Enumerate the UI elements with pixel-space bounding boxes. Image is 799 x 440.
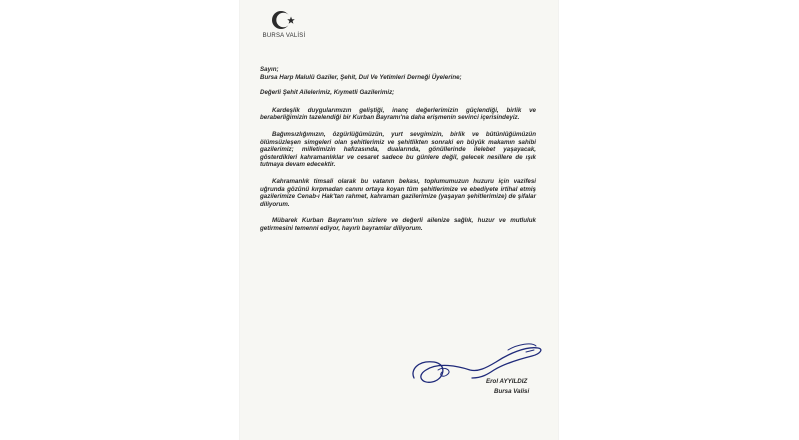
- governor-logo: [262, 9, 306, 39]
- paragraph: Mübarek Kurban Bayramı'nın sizlere ve değerli ailenize sağlık, huzur ve mutluluk getirmesini temenni ediyor, hayırlı bayramlar diliyorum.: [260, 217, 536, 232]
- paragraph: Bağımsızlığımızın, özgürlüğümüzün, yurt sevgimizin, birlik ve bütünlüğümüzün ölümsüzleşen simgeleri olan şehitlerimiz ve şehitlikten sonraki en büyük makamın sahibi gazilerimiz; milletimizin hafızasında, dualarında, gönüllerinde ilelebet yaşayacak, gösterdikleri kahramanlıklar ve cesaret sadece bu günlere değil, gelecek nesillere de ışık tutmaya devam edecektir.: [260, 130, 536, 169]
- crescent-star-icon: [270, 9, 292, 31]
- paragraph: Kahramanlık timsali olarak bu vatanın bekası, toplumumuzun huzuru için vazifesi uğrunda gözünü kırpmadan canını ortaya koyan tüm şehitlerimize ve ebediyete irtihal etmiş gazilerimize Cenab-ı Hak'tan rahmet, kahraman gazilerimize (yaşayan şehitlerimize) de şifalar diliyorum.: [260, 177, 536, 208]
- logo-text: BURSA VALİSİ: [262, 33, 306, 39]
- signature-block: [408, 340, 548, 400]
- letter-body: [260, 66, 536, 242]
- signer-name: Erol AYYILDIZ: [486, 378, 528, 385]
- letter-page: [240, 0, 558, 440]
- recipient: Bursa Harp Malulü Gaziler, Şehit, Dul Ve Yetimleri Derneği Üyelerine;: [260, 73, 462, 81]
- signer-title: Bursa Valisi: [494, 388, 530, 395]
- greeting: Değerli Şehit Ailelerimiz, Kıymetli Gazilerimiz;: [260, 89, 395, 97]
- paragraph: Kardeşlik duygularımızın geliştiği, inanç değerlerimizin güçlendiği, birlik ve beraberliğimizin tazelendiği bir Kurban Bayramı'na daha erişmenin sevinci içerisindeyiz.: [260, 106, 536, 122]
- salutation: Sayın;: [260, 66, 279, 73]
